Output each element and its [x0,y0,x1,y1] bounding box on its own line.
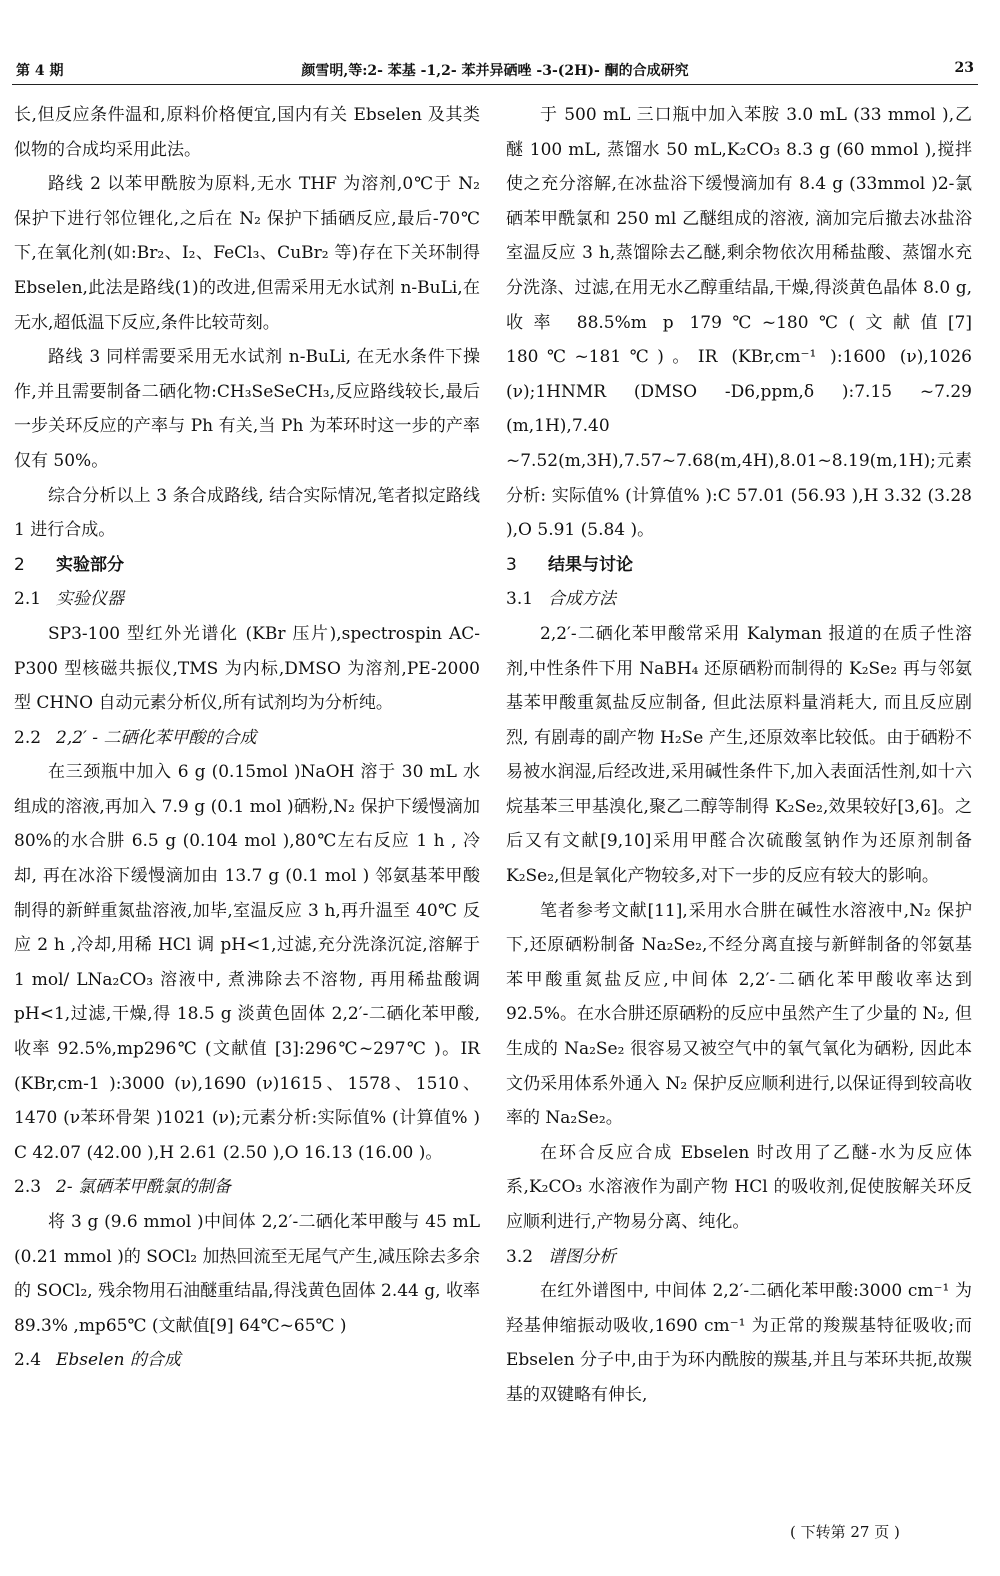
paragraph: 在红外谱图中, 中间体 2,2′-二硒化苯甲酸:3000 cm⁻¹ 为羟基伸缩振动吸收,1690 cm⁻¹ 为正常的羧羰基特征吸收;而 Ebselen 分子中,由于为环内酰胺的羰基,并且与苯环共扼,故羰基的双键略有伸长, [506,1281,972,1405]
paragraph: 2,2′-二硒化苯甲酸常采用 Kalyman 报道的在质子性溶剂,中性条件下用 NaBH₄ 还原硒粉而制得的 K₂Se₂ 再与邻氨基苯甲酸重氮盐反应制备, 但此法原料量消耗大, 而且反应剧烈, 有剧毒的副产物 H₂Se 产生,还原效率比较低。由于硒粉不易被水润湿,后经改进,采用碱性条件下,加入表面活性剂,如十六烷基苯三甲基溴化,聚乙二醇等制得 K₂Se₂,效果较好[3,6]。之后又有文献[9,10]采用甲醛合次硫酸氢钠作为还原剂制备 K₂Se₂,但是氧化产物较多,对下一步的反应有较大的影响。 [506,623,972,887]
issue-number: 第 4 期 [16,63,64,79]
paragraph: SP3-100 型红外光谱化 (KBr 压片),spectrospin AC-P300 型核磁共振仪,TMS 为内标,DMSO 为溶剂,PE-2000 型 CHNO 自动元素分析仪,所有试剂均为分析纯。 [14,623,480,714]
subsection-heading: 2.2 2,2′ - 二硒化苯甲酸的合成 [14,727,257,748]
paragraph: 路线 3 同样需要采用无水试剂 n-BuLi, 在无水条件下操作,并且需要制备二硒化物:CH₃SeSeCH₃,反应路线较长,最后一步关环反应的产率与 Ph 有关,当 Ph 为苯环时这一步的产率仅有 50%。 [14,347,480,471]
section-heading: 3 结果与讨论 [506,554,633,575]
paragraph: 于 500 mL 三口瓶中加入苯胺 3.0 mL (33 mmol ),乙醚 100 mL, 蒸馏水 50 mL,K₂CO₃ 8.3 g (60 mmol ),搅拌使之充分溶解,在冰盐浴下缓慢滴加有 8.4 g (33mmol )2-氯硒苯甲酰氯和 250 ml 乙醚组成的溶液, 滴加完后撤去冰盐浴室温反应 3 h,蒸馏除去乙醚,剩余物依次用稀盐酸、蒸馏水充分洗涤、过滤,在用无水乙醇重结晶,干燥,得淡黄色晶体 8.0 g, 收率 88.5%m p 179℃~180℃(文献值[7] 180℃~181℃)。IR (KBr,cm⁻¹ ):1600 (ν),1026 (ν);1HNMR (DMSO -D6,ppm,δ ):7.15 ~7.29 (m,1H),7.40 ~7.52(m,3H),7.57~7.68(m,4H),8.01~8.19(m,1H);元素分析: 实际值% (计算值% ):C 57.01 (56.93 ),H 3.32 (3.28 ),O 5.91 (5.84 )。 [506,105,972,541]
paragraph: 综合分析以上 3 条合成路线, 结合实际情况,笔者拟定路线 1 进行合成。 [14,485,480,541]
page-number: 23 [954,60,974,76]
subsection-heading: 2.1 实验仪器 [14,589,124,610]
paragraph: 长,但反应条件温和,原料价格便宜,国内有关 Ebselen 及其类似物的合成均采用此法。 [14,105,480,160]
subsection-heading: 2.4 Ebselen 的合成 [14,1350,181,1371]
paragraph: 在三颈瓶中加入 6 g (0.15mol )NaOH 溶于 30 mL 水组成的溶液,再加入 7.9 g (0.1 mol )硒粉,N₂ 保护下缓慢滴加 80%的水合肼 6.5 g (0.104 mol ),80℃左右反应 1 h , 冷却, 再在冰浴下缓慢滴加由 13.7 g (0.1 mol ) 邻氨基苯甲酸制得的新鲜重氮盐溶液,加毕,室温反应 3 h,再升温至 40℃ 反应 2 h ,冷却,用稀 HCl 调 pH<1,过滤,充分洗涤沉淀,溶解于 1 mol/ LNa₂CO₃ 溶液中, 煮沸除去不溶物, 再用稀盐酸调 pH<1,过滤,干燥,得 18.5 g 淡黄色固体 2,2′-二硒化苯甲酸, 收率 92.5%,mp296℃ (文献值 [3]:296℃~297℃ )。IR (KBr,cm-1 ):3000 (ν),1690 (ν)1615、1578、1510、1470 (ν苯环骨架 )1021 (ν);元素分析:实际值% (计算值% ) C 42.07 (42.00 ),H 2.61 (2.50 ),O 16.13 (16.00 )。 [14,762,480,1163]
left-column [14,98,480,1378]
subsection-heading: 3.2 谱图分析 [506,1246,616,1267]
continued-note: ( 下转第 27 页 ) [790,1523,900,1541]
subsection-heading: 3.1 合成方法 [506,589,616,610]
paragraph: 将 3 g (9.6 mmol )中间体 2,2′-二硒化苯甲酸与 45 mL (0.21 mmol )的 SOCl₂ 加热回流至无尾气产生,减压除去多余的 SOCl₂, 残余物用石油醚重结晶,得浅黄色固体 2.44 g, 收率 89.3% ,mp65℃ (文献值[9] 64℃~65℃ ) [14,1212,480,1336]
paragraph: 路线 2 以苯甲酰胺为原料,无水 THF 为溶剂,0℃于 N₂ 保护下进行邻位锂化,之后在 N₂ 保护下插硒反应,最后-70℃下,在氧化剂(如:Br₂、I₂、FeCl₃、CuBr₂ 等)存在下关环制得 Ebselen,此法是路线(1)的改进,但需采用无水试剂 n-BuLi,在无水,超低温下反应,条件比较苛刻。 [14,174,480,333]
paragraph: 在环合反应合成 Ebselen 时改用了乙醚-水为反应体系,K₂CO₃ 水溶液作为副产物 HCl 的吸收剂,促使胺解关环反应顺利进行,产物易分离、纯化。 [506,1142,972,1232]
running-title: 颜雪明,等:2- 苯基 -1,2- 苯并异硒唑 -3-(2H)- 酮的合成研究 [301,63,689,79]
running-header [12,54,978,85]
subsection-heading: 2.3 2- 氯硒苯甲酰氯的制备 [14,1177,231,1198]
right-column [506,98,972,1413]
section-heading: 2 实验部分 [14,554,124,575]
paragraph: 笔者参考文献[11],采用水合肼在碱性水溶液中,N₂ 保护下,还原硒粉制备 Na₂Se₂,不经分离直接与新鲜制备的邻氨基苯甲酸重氮盐反应,中间体 2,2′-二硒化苯甲酸收率达到 92.5%。在水合肼还原硒粉的反应中虽然产生了少量的 N₂, 但生成的 Na₂Se₂ 很容易又被空气中的氧气氧化为硒粉, 因此本文仍采用体系外通入 N₂ 保护反应顺利进行,以保证得到较高收率的 Na₂Se₂。 [506,900,972,1129]
